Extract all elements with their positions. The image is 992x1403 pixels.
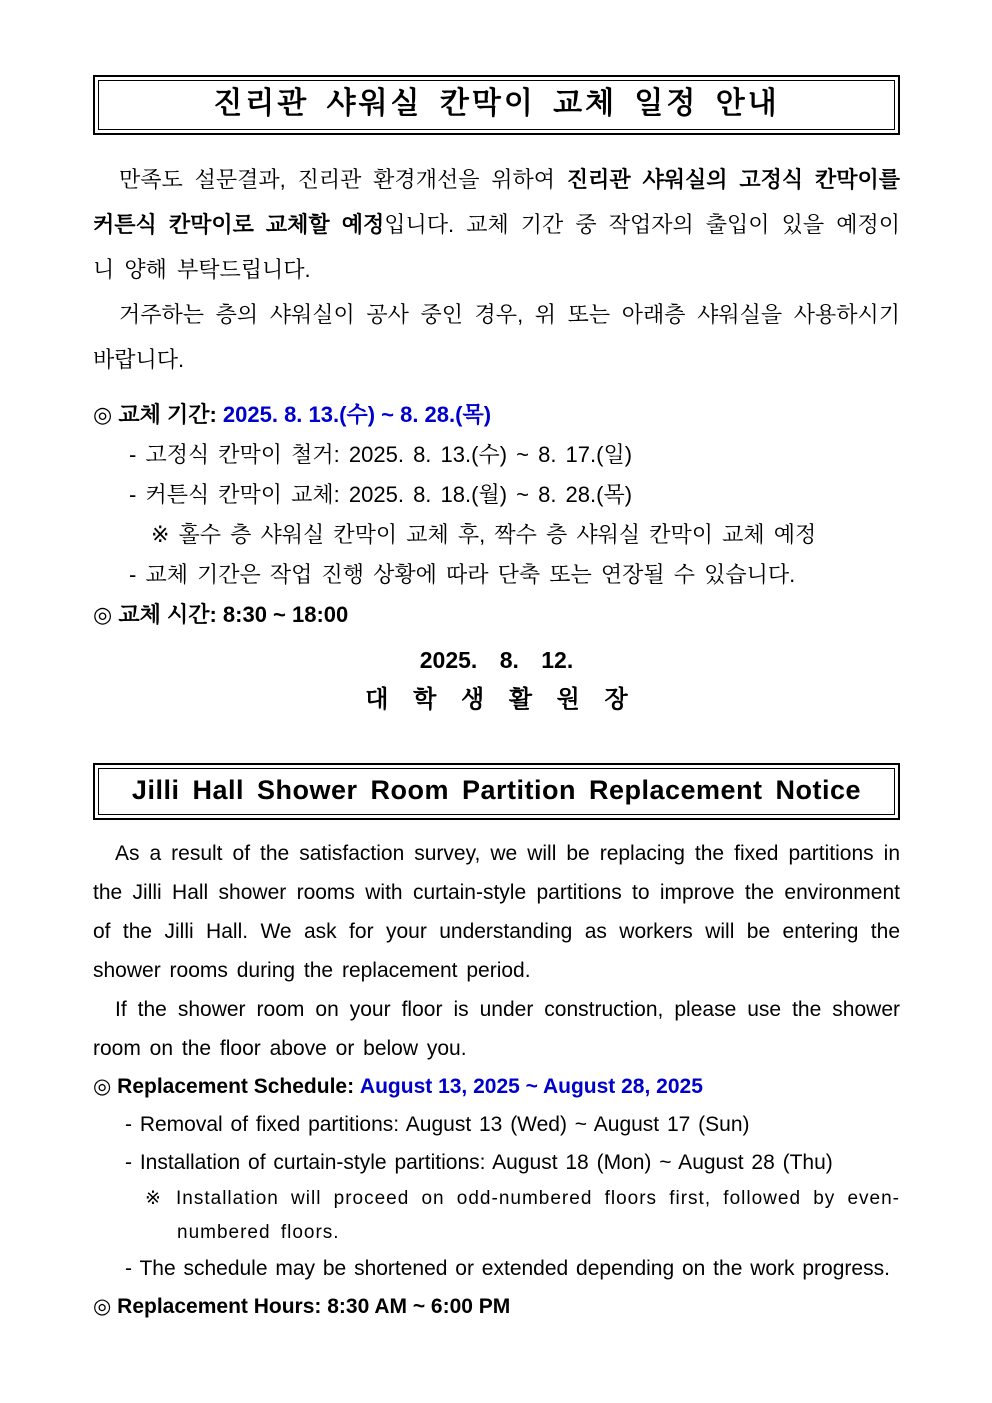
korean-intro: [93, 157, 900, 382]
korean-schedule-item-removal: - 고정식 칸막이 철거: 2025. 8. 13.(수) ~ 8. 17.(일): [129, 442, 633, 467]
english-title-box-inner: [98, 768, 895, 815]
korean-intro-emphasis: 진리관 샤워실의 고정식 칸막이를 커튼식 칸막이로 교체할 예정: [93, 167, 900, 237]
double-circle-marker: ◎: [93, 1295, 112, 1318]
signature-title: 대 학 생 활 원 장: [365, 686, 628, 713]
english-intro: [93, 834, 900, 1068]
korean-schedule-extra: - 교체 기간은 작업 진행 상황에 따라 단축 또는 연장될 수 있습니다.: [129, 562, 796, 587]
korean-schedule-note: ※ 홀수 층 샤워실 칸막이 교체 후, 짝수 층 샤워실 칸막이 교체 예정: [151, 522, 817, 547]
english-schedule-item-removal: - Removal of fixed partitions: August 13 (Wed) ~ August 17 (Sun): [125, 1113, 750, 1136]
english-hours-value: 8:30 AM ~ 6:00 PM: [327, 1295, 511, 1318]
english-schedule-list: [93, 1068, 900, 1326]
korean-hours-line: [93, 595, 900, 635]
double-circle-marker: ◎: [93, 602, 113, 627]
english-notice-section: [93, 763, 900, 1326]
english-schedule-heading: [93, 1068, 900, 1106]
korean-title-box-inner: [98, 80, 895, 130]
korean-notice-section: [93, 75, 900, 717]
korean-hours-value: 8:30 ~ 18:00: [222, 602, 349, 627]
english-paragraph-2: If the shower room on your floor is under construction, please use the shower room on the floor above or below you.: [93, 998, 900, 1060]
english-notice-title: Jilli Hall Shower Room Partition Replacement Notice: [131, 775, 862, 805]
english-schedule-extra: - The schedule may be shortened or extended depending on the work progress.: [125, 1257, 890, 1280]
korean-paragraph-2: 거주하는 층의 샤워실이 공사 중인 경우, 위 또는 아래층 샤워실을 사용하시기 바랍니다.: [93, 302, 900, 372]
double-circle-marker: ◎: [93, 1075, 112, 1098]
korean-title-box: [93, 75, 900, 135]
notice-date: 2025. 8. 12.: [419, 647, 574, 673]
english-title-box: [93, 763, 900, 820]
korean-schedule-label: 교체 기간:: [118, 402, 217, 427]
double-circle-marker: ◎: [93, 402, 113, 427]
korean-schedule-item-install: - 커튼식 칸막이 교체: 2025. 8. 18.(월) ~ 8. 28.(목): [129, 482, 633, 507]
korean-intro-rest: 입니다. 교체 기간 중 작업자의 출입이 있을 예정이니 양해 부탁드립니다.: [93, 212, 900, 282]
korean-schedule-list: [93, 395, 900, 635]
english-schedule-item-install: - Installation of curtain-style partitions: August 18 (Mon) ~ August 28 (Thu): [125, 1151, 833, 1174]
korean-notice-title: 진리관 샤워실 칸막이 교체 일정 안내: [213, 87, 780, 120]
english-schedule-note: ※ Installation will proceed on odd-numbered floors first, followed by even-numbered floors.: [145, 1188, 900, 1243]
korean-schedule-period: 2025. 8. 13.(수) ~ 8. 28.(목): [222, 402, 492, 427]
korean-schedule-heading: [93, 395, 900, 435]
english-schedule-period: August 13, 2025 ~ August 28, 2025: [359, 1075, 703, 1098]
english-hours-line: [93, 1288, 900, 1326]
korean-intro-paragraph: [93, 157, 900, 292]
english-schedule-label: Replacement Schedule:: [117, 1075, 355, 1098]
english-hours-label: Replacement Hours:: [117, 1295, 322, 1318]
korean-hours-label: 교체 시간:: [118, 602, 217, 627]
korean-intro-lead: 만족도 설문결과, 진리관 환경개선을 위하여: [119, 167, 567, 192]
english-paragraph-1: As a result of the satisfaction survey, we will be replacing the fixed partitions in the Jilli Hall shower rooms with curtain-style partitions to improve the environment of the Jilli Hall. We ask for your understanding as workers will be entering the shower rooms during the replacement period.: [93, 842, 900, 982]
